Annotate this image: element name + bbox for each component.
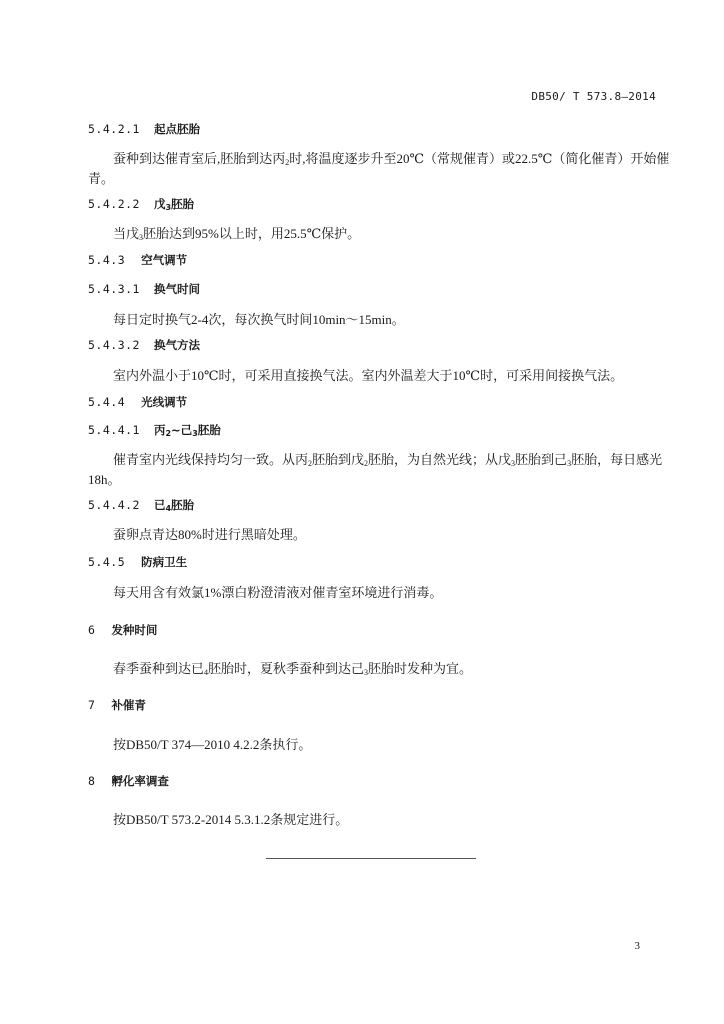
paragraph-5-4-4-2: 蚕卵点青达80%时进行黑暗处理。 [113, 527, 306, 542]
paragraph-5-4-5: 每天用含有效氯1%漂白粉澄清液对催青室环境进行消毒。 [113, 585, 443, 600]
paragraph-5-4-4-1: 催青室内光线保持均匀一致。从丙$_2$胚胎到戊$_2$胚胎，为自然光线；从戊$_3$胚胎到己$_3$胚胎，每日感光 [113, 452, 663, 468]
paragraph-5-4-4-1-cont: 18h。 [88, 472, 121, 487]
section-number: 5.4.2.1 [88, 122, 140, 136]
heading-5-4-3-2 [88, 337, 200, 353]
paragraph-5-4-2-2: 当戊$_3$胚胎达到95%以上时，用25.5℃保护。 [113, 226, 361, 242]
heading-5-4-5 [88, 554, 187, 570]
heading-5-4-3-1 [88, 281, 200, 297]
section-title: 起点胚胎 [153, 122, 200, 136]
section-number: 5.4.2.2 [88, 197, 140, 211]
heading-8 [88, 773, 169, 789]
paragraph-5-4-2-1: 蚕种到达催青室后,胚胎到达丙$_2$时,将温度逐步升至20℃（常规催青）或22.5℃（简化催青）开始催 [113, 151, 670, 167]
paragraph-5-4-3-2: 室内外温小于10℃时，可采用直接换气法。室内外温差大于10℃时，可采用间接换气法。 [113, 368, 624, 383]
heading-5-4-2-1 [88, 121, 200, 137]
section-title: 孵化率调查 [111, 774, 169, 788]
section-title: 防病卫生 [141, 555, 188, 569]
section-title: 补催青 [111, 698, 146, 712]
heading-5-4-4-2: 5.4.4.2 已$_4$胚胎 [88, 498, 195, 513]
section-title: 光线调节 [141, 395, 188, 409]
section-number: 5.4.4.1 [88, 423, 140, 437]
heading-5-4-4 [88, 394, 187, 410]
section-number: 5.4.4 [88, 395, 126, 409]
heading-6 [88, 622, 157, 638]
section-title: 空气调节 [141, 253, 188, 267]
section-number: 6 [88, 623, 96, 637]
heading-7 [88, 697, 146, 713]
section-number: 5.4.3.1 [88, 282, 140, 296]
heading-5-4-4-1: 5.4.4.1 丙$_2$~己$_3$胚胎 [88, 423, 221, 438]
section-title: 换气时间 [153, 282, 200, 296]
section-title: 发种时间 [111, 623, 158, 637]
section-number: 5.4.4.2 [88, 498, 140, 512]
end-divider [266, 858, 476, 859]
paragraph-5-4-2-1-cont: 青。 [88, 171, 115, 186]
paragraph-5-4-3-1: 每日定时换气2-4次，每次换气时间10min～15min。 [113, 312, 405, 327]
section-number: 5.4.3.2 [88, 338, 140, 352]
section-number: 5.4.3 [88, 253, 126, 267]
standard-id-header: DB50/ T 573.8—2014 [531, 90, 656, 103]
paragraph-8: 按DB50/T 573.2-2014 5.3.1.2条规定进行。 [113, 812, 349, 827]
paragraph-7: 按DB50/T 374—2010 4.2.2条执行。 [113, 737, 312, 752]
section-title: 换气方法 [153, 338, 200, 352]
section-number: 7 [88, 698, 96, 712]
paragraph-6: 春季蚕种到达已$_4$胚胎时，夏秋季蚕种到达己$_3$胚胎时发种为宜。 [113, 661, 473, 677]
section-number: 5.4.5 [88, 555, 126, 569]
section-number: 8 [88, 774, 96, 788]
heading-5-4-2-2: 5.4.2.2 戊$_3$胚胎 [88, 197, 195, 212]
page-number: 3 [634, 940, 640, 952]
heading-5-4-3 [88, 252, 187, 268]
